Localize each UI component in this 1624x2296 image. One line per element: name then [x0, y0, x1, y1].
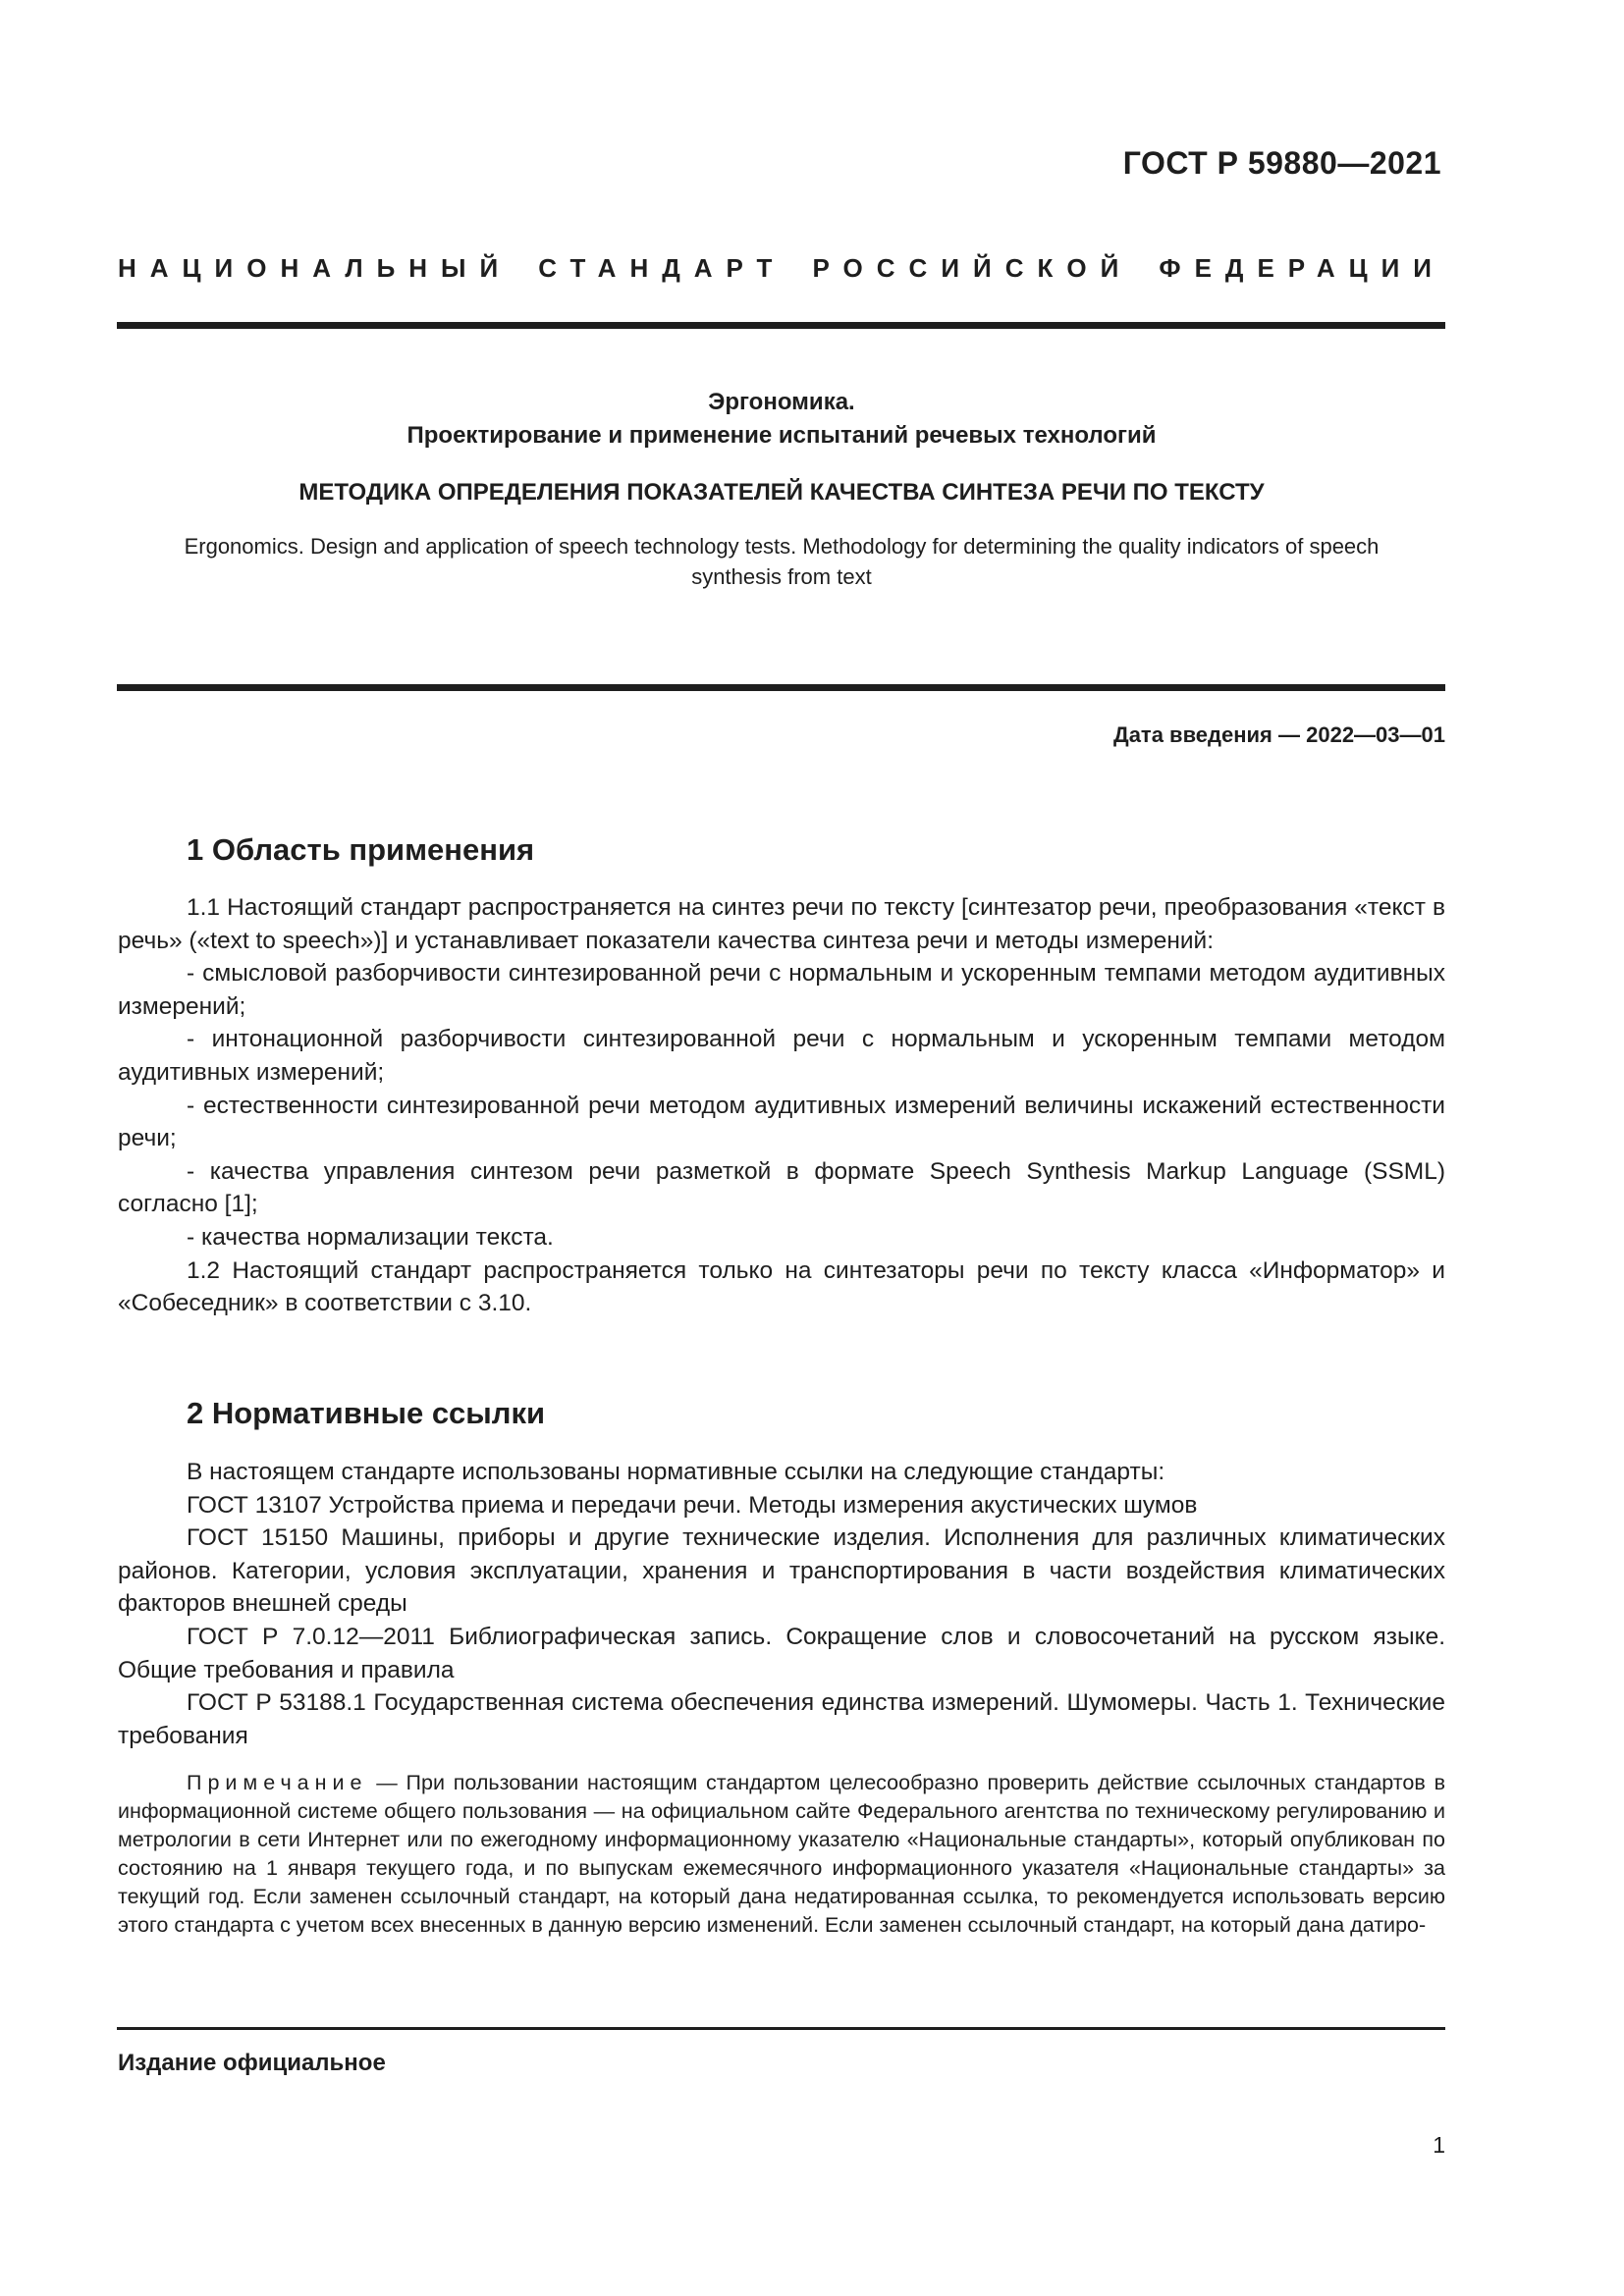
list-item: - качества нормализации текста. — [187, 1223, 554, 1251]
list-item: - интонационной разборчивости синтезированной речи с нормальным и ускоренным темпами методом аудитивных измерений; — [118, 1026, 1445, 1086]
page-number: 1 — [1433, 2132, 1445, 2158]
section-1-heading: 1 Область применения — [187, 832, 535, 867]
reference-item: ГОСТ Р 7.0.12—2011 Библиографическая запись. Сокращение слов и словосочетаний на русском языке. Общие требования и правила — [118, 1623, 1445, 1683]
edition-label: Издание официальное — [118, 2050, 386, 2076]
document-number: ГОСТ Р 59880—2021 — [1122, 145, 1441, 181]
note-text: — При пользовании настоящим стандартом целесообразно проверить действие ссылочных стандартов в информационной системе общего пользования — на официальном сайте Федерального агентства по техническому регулированию и метрологии в сети Интернет или по ежегодному информационному указателю «Национальные стандарты», который опубликован по состоянию на 1 января текущего года, и по выпускам ежемесячного информационного указателя «Национальные стандарты» за текущий год. Если заменен ссылочный стандарт, на который дана недатированная ссылка, то рекомендуется использовать версию этого стандарта с учетом всех внесенных в данную версию изменений. Если заменен ссылочный стандарт, на который дана датиро- — [118, 1771, 1445, 1937]
title-ru-line1: Эргономика. — [708, 389, 855, 415]
reference-item: ГОСТ 13107 Устройства приема и передачи речи. Методы измерения акустических шумов — [187, 1491, 1198, 1519]
reference-item: ГОСТ 15150 Машины, приборы и другие технические изделия. Исполнения для различных климатических районов. Категории, условия эксплуатации, хранения и транспортирования в части воздействия климатических факторов внешней среды — [118, 1524, 1445, 1618]
footer-rule — [117, 2027, 1445, 2030]
section-2-body — [118, 1456, 1445, 1752]
introduction-date: Дата введения — 2022—03—01 — [1113, 722, 1445, 747]
middle-rule — [117, 684, 1445, 691]
top-rule — [117, 322, 1445, 329]
paragraph: 1.1 Настоящий стандарт распространяется на синтез речи по тексту [синтезатор речи, преобразования «текст в речь» («text to speech»)] и устанавливает показатели качества синтеза речи и методы измерений: — [118, 894, 1445, 954]
list-item: - качества управления синтезом речи разметкой в формате Speech Synthesis Markup Language (SSML) согласно [1]; — [118, 1157, 1445, 1218]
reference-item: ГОСТ Р 53188.1 Государственная система обеспечения единства измерений. Шумомеры. Часть 1. Технические требования — [118, 1689, 1445, 1749]
paragraph: В настоящем стандарте использованы нормативные ссылки на следующие стандарты: — [187, 1459, 1165, 1485]
note-label: Примечание — [187, 1771, 368, 1794]
note — [118, 1769, 1445, 1940]
title-ru-line2: Проектирование и применение испытаний речевых технологий — [406, 422, 1157, 449]
paragraph: 1.2 Настоящий стандарт распространяется только на синтезаторы речи по тексту класса «Информатор» и «Собеседник» в соответствии с 3.10. — [118, 1256, 1445, 1317]
national-standard-title: НАЦИОНАЛЬНЫЙ СТАНДАРТ РОССИЙСКОЙ ФЕДЕРАЦИИ — [118, 253, 1445, 283]
title-main: МЕТОДИКА ОПРЕДЕЛЕНИЯ ПОКАЗАТЕЛЕЙ КАЧЕСТВА СИНТЕЗА РЕЧИ ПО ТЕКСТУ — [298, 479, 1265, 506]
title-english: Ergonomics. Design and application of speech technology tests. Methodology for determining the quality indicators of speech synthesis from text — [184, 534, 1380, 589]
list-item: - естественности синтезированной речи методом аудитивных измерений величины искажений естественности речи; — [118, 1092, 1445, 1152]
section-1-body — [118, 891, 1445, 1320]
title-block — [118, 386, 1445, 592]
section-2-heading: 2 Нормативные ссылки — [187, 1396, 546, 1430]
list-item: - смысловой разборчивости синтезированной речи с нормальным и ускоренным темпами методом аудитивных измерений; — [118, 960, 1445, 1020]
